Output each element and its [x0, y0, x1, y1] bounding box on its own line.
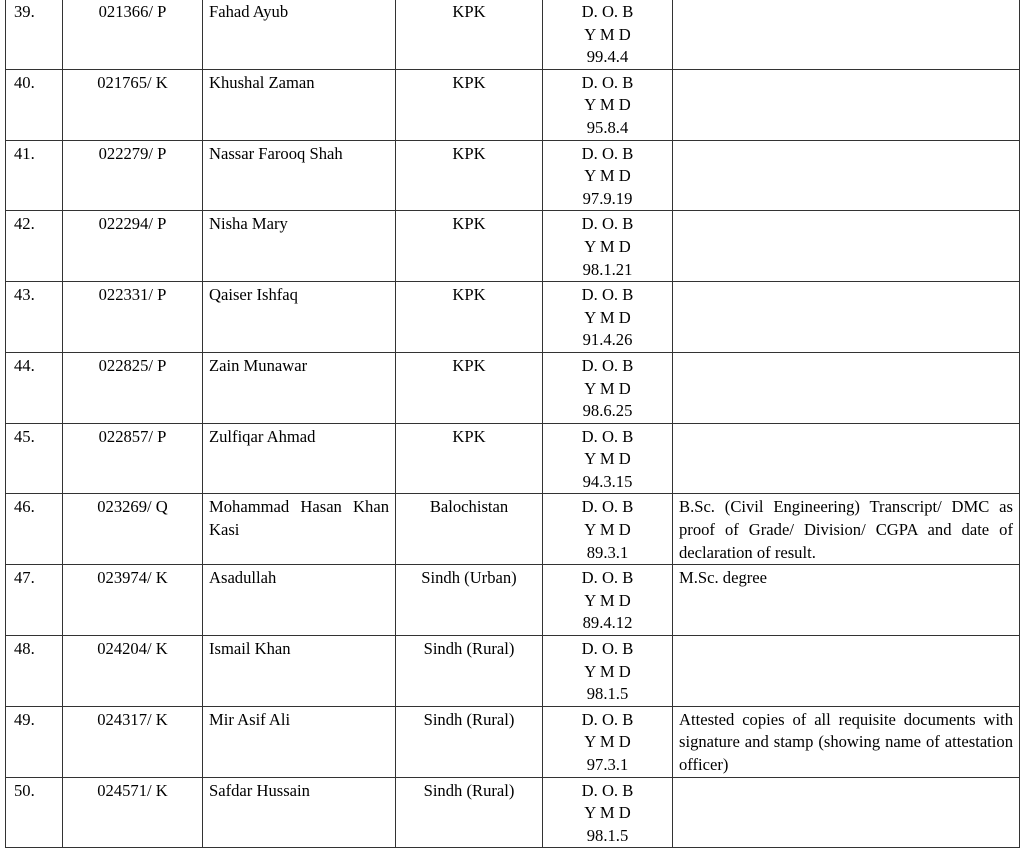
candidate-name-cell: Safdar Hussain — [203, 777, 396, 848]
domicile-cell: Balochistan — [396, 494, 543, 565]
table-row — [6, 211, 1020, 282]
roll-number-cell: 023269/ Q — [63, 494, 203, 565]
date-of-birth-cell — [543, 69, 673, 140]
candidate-name-cell: Asadullah — [203, 565, 396, 636]
dob-label: D. O. B — [581, 568, 634, 588]
roll-number-cell: 022279/ P — [63, 140, 203, 211]
dob-value: 98.6.25 — [582, 401, 633, 421]
serial-number-cell: 43. — [6, 282, 63, 353]
remarks-cell — [673, 352, 1020, 423]
serial-number-cell: 49. — [6, 706, 63, 777]
serial-number-cell: 41. — [6, 140, 63, 211]
dob-value: 95.8.4 — [586, 117, 629, 137]
roll-number-cell: 022825/ P — [63, 352, 203, 423]
domicile-cell: KPK — [396, 0, 543, 69]
domicile-cell: KPK — [396, 211, 543, 282]
date-of-birth-cell — [543, 352, 673, 423]
remarks-cell — [673, 140, 1020, 211]
dob-label: D. O. B — [581, 639, 634, 659]
remarks-cell — [673, 777, 1020, 848]
candidate-name-cell: Mir Asif Ali — [203, 706, 396, 777]
serial-number-cell: 48. — [6, 636, 63, 707]
date-of-birth-cell — [543, 777, 673, 848]
dob-value: 94.3.15 — [582, 471, 633, 491]
roll-number-cell: 024204/ K — [63, 636, 203, 707]
date-of-birth-cell — [543, 636, 673, 707]
candidate-name-cell: Qaiser Ishfaq — [203, 282, 396, 353]
roll-number-cell: 022857/ P — [63, 423, 203, 494]
dob-format: Y M D — [584, 307, 631, 327]
dob-label: D. O. B — [581, 285, 634, 305]
dob-label: D. O. B — [581, 143, 634, 163]
dob-format: Y M D — [584, 661, 631, 681]
candidate-name-cell: Mohammad Hasan Khan Kasi — [203, 494, 396, 565]
table-row — [6, 352, 1020, 423]
dob-value: 89.4.12 — [582, 613, 633, 633]
dob-label: D. O. B — [581, 780, 634, 800]
date-of-birth-cell — [543, 211, 673, 282]
date-of-birth-cell — [543, 706, 673, 777]
candidate-name-cell: Khushal Zaman — [203, 69, 396, 140]
dob-label: D. O. B — [581, 426, 634, 446]
serial-number-cell: 46. — [6, 494, 63, 565]
table-row — [6, 282, 1020, 353]
roll-number-cell: 021765/ K — [63, 69, 203, 140]
date-of-birth-cell — [543, 0, 673, 69]
dob-format: Y M D — [584, 803, 631, 823]
serial-number-cell: 44. — [6, 352, 63, 423]
remarks-cell — [673, 0, 1020, 69]
serial-number-cell: 45. — [6, 423, 63, 494]
table-body — [6, 0, 1020, 848]
table-row — [6, 69, 1020, 140]
date-of-birth-cell — [543, 494, 673, 565]
domicile-cell: Sindh (Rural) — [396, 777, 543, 848]
domicile-cell: Sindh (Rural) — [396, 636, 543, 707]
dob-value: 89.3.1 — [586, 542, 629, 562]
candidate-name-cell: Nassar Farooq Shah — [203, 140, 396, 211]
date-of-birth-cell — [543, 565, 673, 636]
remarks-cell: Attested copies of all requisite documents with signature and stamp (showing name of attestation officer) — [673, 706, 1020, 777]
remarks-cell: B.Sc. (Civil Engineering) Transcript/ DMC as proof of Grade/ Division/ CGPA and date of declaration of result. — [673, 494, 1020, 565]
dob-label: D. O. B — [581, 497, 634, 517]
remarks-cell — [673, 636, 1020, 707]
dob-format: Y M D — [584, 166, 631, 186]
serial-number-cell: 40. — [6, 69, 63, 140]
table-row — [6, 494, 1020, 565]
candidate-name-cell: Zulfiqar Ahmad — [203, 423, 396, 494]
dob-format: Y M D — [584, 732, 631, 752]
roll-number-cell: 022294/ P — [63, 211, 203, 282]
dob-label: D. O. B — [581, 2, 634, 21]
dob-format: Y M D — [584, 24, 631, 44]
domicile-cell: Sindh (Urban) — [396, 565, 543, 636]
roll-number-cell: 024571/ K — [63, 777, 203, 848]
dob-format: Y M D — [584, 378, 631, 398]
dob-label: D. O. B — [581, 355, 634, 375]
remarks-cell — [673, 423, 1020, 494]
remarks-cell: M.Sc. degree — [673, 565, 1020, 636]
remarks-cell — [673, 211, 1020, 282]
table-row — [6, 706, 1020, 777]
roll-number-cell: 021366/ P — [63, 0, 203, 69]
dob-format: Y M D — [584, 590, 631, 610]
domicile-cell: KPK — [396, 69, 543, 140]
domicile-cell: KPK — [396, 352, 543, 423]
dob-format: Y M D — [584, 95, 631, 115]
dob-format: Y M D — [584, 449, 631, 469]
dob-value: 98.1.5 — [586, 825, 629, 845]
domicile-cell: KPK — [396, 282, 543, 353]
dob-format: Y M D — [584, 520, 631, 540]
domicile-cell: KPK — [396, 423, 543, 494]
candidates-table — [5, 0, 1020, 848]
table-row — [6, 0, 1020, 69]
dob-value: 97.3.1 — [586, 755, 629, 774]
candidate-name-cell: Nisha Mary — [203, 211, 396, 282]
serial-number-cell: 47. — [6, 565, 63, 636]
dob-label: D. O. B — [581, 709, 634, 729]
roll-number-cell: 024317/ K — [63, 706, 203, 777]
table-row — [6, 636, 1020, 707]
dob-value: 91.4.26 — [582, 330, 633, 350]
candidate-name-cell: Ismail Khan — [203, 636, 396, 707]
remarks-cell — [673, 282, 1020, 353]
serial-number-cell: 39. — [6, 0, 63, 69]
candidate-name-cell: Fahad Ayub — [203, 0, 396, 69]
date-of-birth-cell — [543, 423, 673, 494]
serial-number-cell: 42. — [6, 211, 63, 282]
domicile-cell: KPK — [396, 140, 543, 211]
dob-format: Y M D — [584, 236, 631, 256]
table-row — [6, 423, 1020, 494]
dob-value: 98.1.21 — [582, 259, 633, 279]
table-row — [6, 777, 1020, 848]
dob-value: 97.9.19 — [582, 188, 633, 208]
table-row — [6, 565, 1020, 636]
candidate-name-cell: Zain Munawar — [203, 352, 396, 423]
dob-label: D. O. B — [581, 72, 634, 92]
domicile-cell: Sindh (Rural) — [396, 706, 543, 777]
dob-value: 98.1.5 — [586, 684, 629, 704]
dob-value: 99.4.4 — [586, 47, 629, 67]
remarks-cell — [673, 69, 1020, 140]
serial-number-cell: 50. — [6, 777, 63, 848]
date-of-birth-cell — [543, 140, 673, 211]
date-of-birth-cell — [543, 282, 673, 353]
roll-number-cell: 023974/ K — [63, 565, 203, 636]
dob-label: D. O. B — [581, 214, 634, 234]
table-row — [6, 140, 1020, 211]
roll-number-cell: 022331/ P — [63, 282, 203, 353]
